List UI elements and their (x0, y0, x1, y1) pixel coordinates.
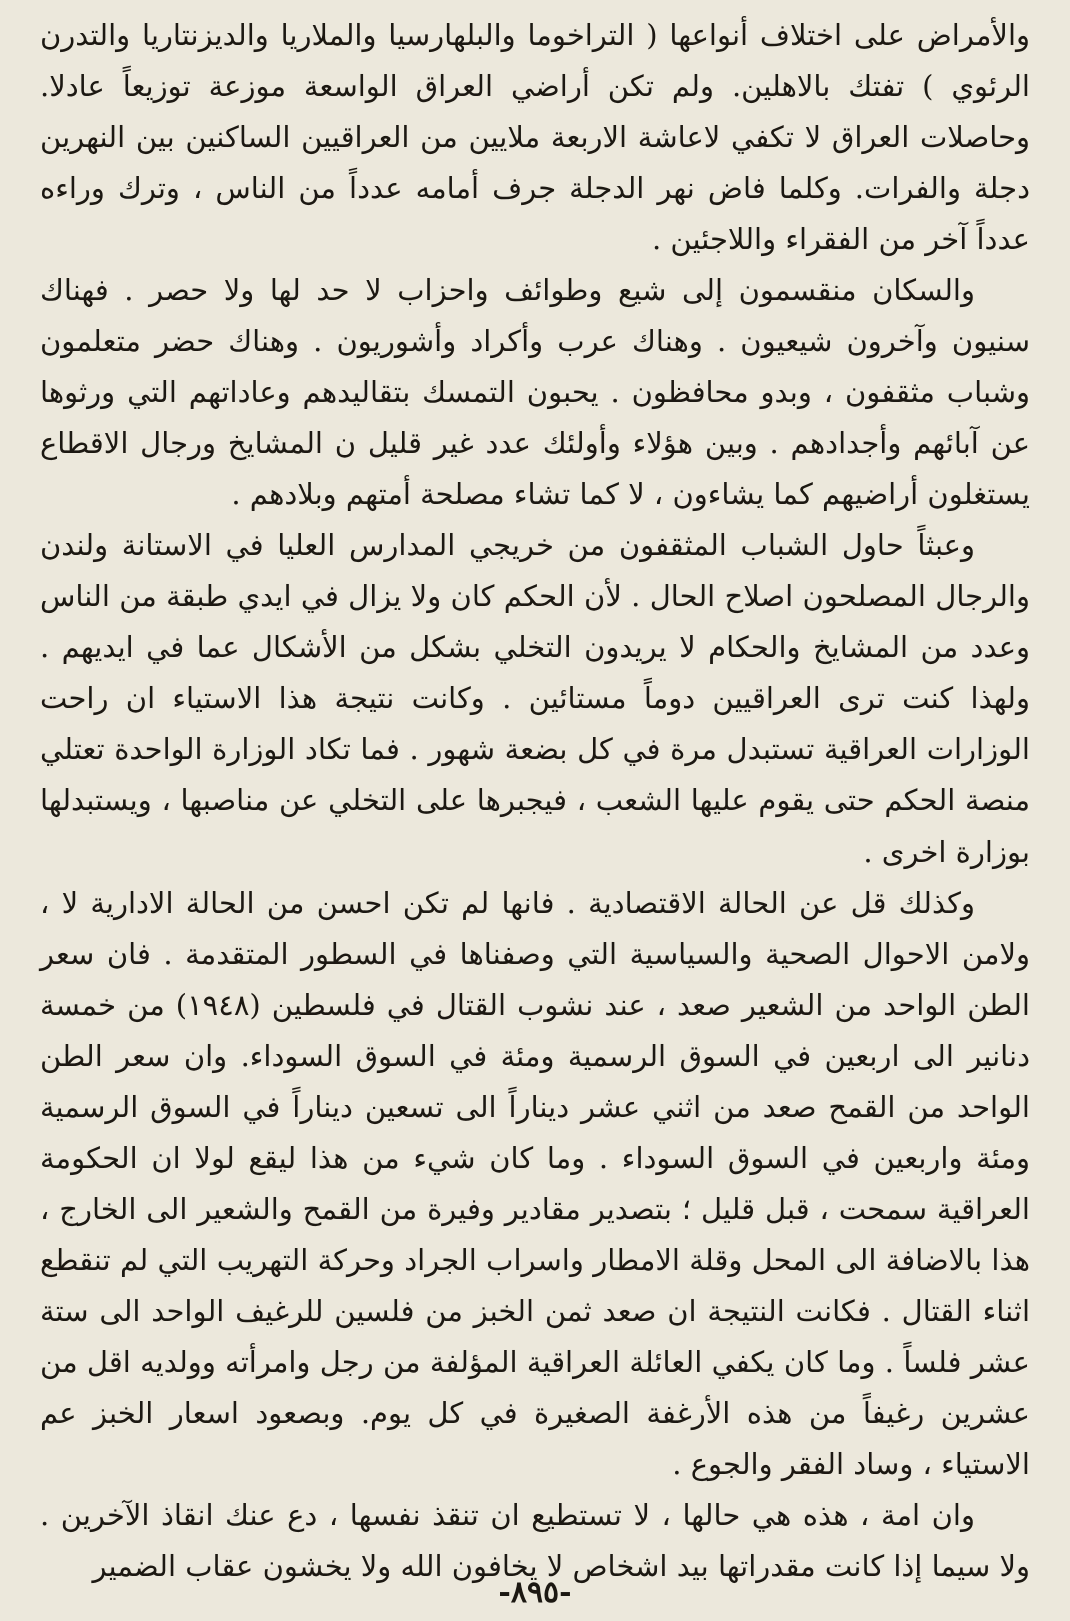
body-text (40, 10, 1030, 1592)
paragraph-5: وان امة ، هذه هي حالها ، لا تستطيع ان تنقذ نفسها ، دع عنك انقاذ الآخرين . ولا سيما إذا كانت مقدراتها بيد اشخاص لا يخافون الله ولا يخشون عقاب الضمير (40, 1497, 1030, 1583)
page-number: -٨٩٥- (498, 1575, 572, 1610)
paragraph-1: والأمراض على اختلاف أنواعها ( التراخوما والبلهارسيا والملاريا والديزنتاريا والتدرن الرئوي ) تفتك بالاهلين. ولم تكن أراضي العراق الواسعة موزعة توزيعاً عادلا. وحاصلات العراق لا تكفي لاعاشة الاربعة ملايين من العراقيين الساكنين بين النهرين دجلة والفرات. وكلما فاض نهر الدجلة جرف أمامه عدداً من الناس ، وترك وراءه عدداً آخر من الفقراء واللاجئين . (40, 18, 1030, 257)
paragraph-3: وعبثاً حاول الشباب المثقفون من خريجي المدارس العليا في الاستانة ولندن والرجال المصلحون اصلاح الحال . لأن الحكم كان ولا يزال في ايدي طبقة من الناس وعدد من المشايخ والحكام لا يريدون التخلي بشكل من الأشكال عما في ايديهم . ولهذا كنت ترى العراقيين دوماً مستائين . وكانت نتيجة هذا الاستياء ان راحت الوزارات العراقية تستبدل مرة في كل بضعة شهور . فما تكاد الوزارة الواحدة تعتلي منصة الحكم حتى يقوم عليها الشعب ، فيجبرها على التخلي عن مناصبها ، ويستبدلها بوزارة اخرى . (40, 528, 1030, 869)
paragraph-2: والسكان منقسمون إلى شيع وطوائف واحزاب لا حد لها ولا حصر . فهناك سنيون وآخرون شيعيون . وهناك عرب وأكراد وأشوريون . وهناك حضر متعلمون وشباب مثقفون ، وبدو محافظون . يحبون التمسك بتقاليدهم وعاداتهم التي ورثوها عن آبائهم وأجدادهم . وبين هؤلاء وأولئك عدد غير قليل ن المشايخ ورجال الاقطاع يستغلون أراضيهم كما يشاءون ، لا كما تشاء مصلحة أمتهم وبلادهم . (40, 273, 1030, 512)
paragraph-4: وكذلك قل عن الحالة الاقتصادية . فانها لم تكن احسن من الحالة الادارية لا ، ولامن الاحوال الصحية والسياسية التي وصفناها في السطور المتقدمة . فان سعر الطن الواحد من الشعير صعد ، عند نشوب القتال في فلسطين (١٩٤٨) من خمسة دنانير الى اربعين في السوق الرسمية ومئة في السوق السوداء. وان سعر الطن الواحد من القمح صعد من اثني عشر ديناراً الى تسعين ديناراً في السوق الرسمية ومئة واربعين في السوق السوداء . وما كان شيء من هذا ليقع لولا ان الحكومة العراقية سمحت ، قبل قليل ؛ بتصدير مقادير وفيرة من القمح والشعير الى الخارج ، هذا بالاضافة الى المحل وقلة الامطار واسراب الجراد وحركة التهريب التي لم تنقطع اثناء القتال . فكانت النتيجة ان صعد ثمن الخبز من فلسين للرغيف الواحد الى ستة عشر فلساً . وما كان يكفي العائلة العراقية المؤلفة من رجل وامرأته وولديه اقل من عشرين رغيفاً من هذه الأرغفة الصغيرة في كل يوم. وبصعود اسعار الخبز عم الاستياء ، وساد الفقر والجوع . (40, 885, 1030, 1481)
